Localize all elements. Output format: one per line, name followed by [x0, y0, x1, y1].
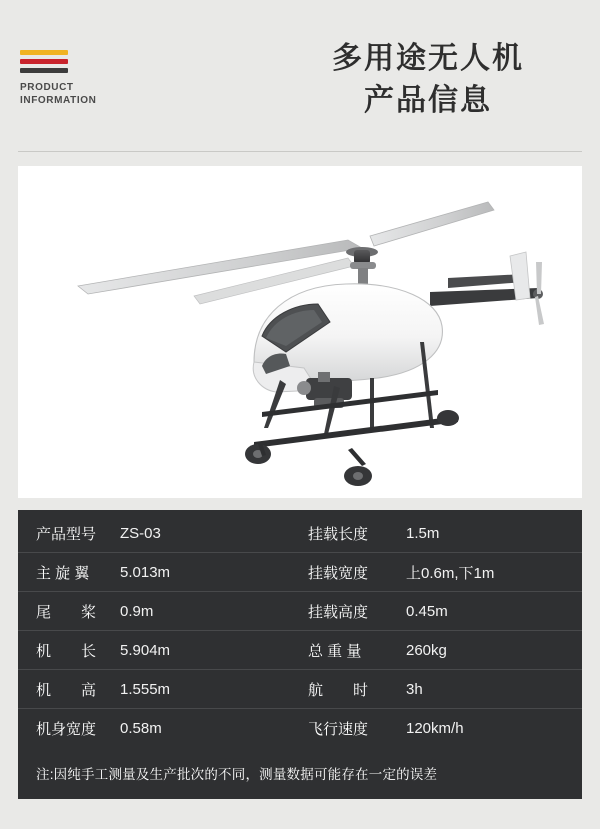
spec-value: 1.555m	[120, 680, 171, 698]
spec-label: 主 旋 翼	[36, 564, 90, 582]
spec-cell-right	[300, 592, 582, 630]
helicopter-illustration	[18, 166, 582, 498]
product-image	[18, 166, 582, 498]
table-row	[18, 514, 582, 553]
title-main: 多用途无人机	[332, 42, 524, 75]
brand-bar-dark	[20, 68, 68, 73]
table-row	[18, 631, 582, 670]
page-title	[278, 38, 578, 122]
spec-value: 5.904m	[120, 641, 171, 659]
spec-value: 0.9m	[120, 602, 154, 620]
measurement-note: 注:因纯手工测量及生产批次的不同，测量数据可能存在一定的误差	[18, 749, 582, 799]
spec-value: 3h	[406, 680, 423, 698]
spec-label: 飞行速度	[308, 720, 369, 738]
title-sub: 产品信息	[364, 84, 492, 117]
brand-line-1: PRODUCT	[20, 82, 74, 93]
spec-value: 上0.6m,下1m	[406, 564, 495, 582]
spec-cell-left	[18, 709, 300, 747]
spec-label: 总 重 量	[308, 642, 362, 660]
spec-label: 产品型号	[36, 525, 97, 543]
spec-cell-right	[300, 709, 582, 747]
page-header	[0, 0, 600, 152]
brand-block	[20, 50, 140, 107]
spec-value: 260kg	[406, 641, 447, 659]
spec-cell-left	[18, 592, 300, 630]
spec-cell-left	[18, 631, 300, 669]
spec-value: 0.45m	[406, 602, 448, 620]
spec-cell-right	[300, 553, 582, 591]
spec-cell-left	[18, 553, 300, 591]
spec-label: 航 时	[308, 681, 369, 699]
table-row	[18, 709, 582, 747]
spec-value: 1.5m	[406, 524, 440, 542]
table-row	[18, 553, 582, 592]
header-divider	[18, 151, 582, 152]
spec-label: 挂载高度	[308, 603, 369, 621]
brand-line-2: INFORMATION	[20, 95, 97, 106]
spec-cell-right	[300, 514, 582, 552]
spec-cell-right	[300, 670, 582, 708]
spec-label: 机 高	[36, 681, 97, 699]
table-row	[18, 670, 582, 709]
brand-text	[20, 81, 140, 107]
product-image-stage	[18, 166, 582, 498]
spec-label: 机 长	[36, 642, 97, 660]
footer-spacer	[0, 799, 600, 821]
spec-table	[18, 510, 582, 749]
spec-label: 机身宽度	[36, 720, 97, 738]
spec-value: ZS-03	[120, 524, 161, 542]
spec-label: 挂载长度	[308, 525, 369, 543]
spec-label: 挂载宽度	[308, 564, 369, 582]
spec-value: 0.58m	[120, 719, 162, 737]
brand-bar-yellow	[20, 50, 68, 55]
spec-value: 120km/h	[406, 719, 464, 737]
spec-cell-left	[18, 514, 300, 552]
spec-value: 5.013m	[120, 563, 171, 581]
brand-bar-red	[20, 59, 68, 64]
spec-label: 尾 桨	[36, 603, 97, 621]
brand-bars-icon	[20, 50, 68, 73]
spec-cell-right	[300, 631, 582, 669]
table-row	[18, 592, 582, 631]
spec-cell-left	[18, 670, 300, 708]
